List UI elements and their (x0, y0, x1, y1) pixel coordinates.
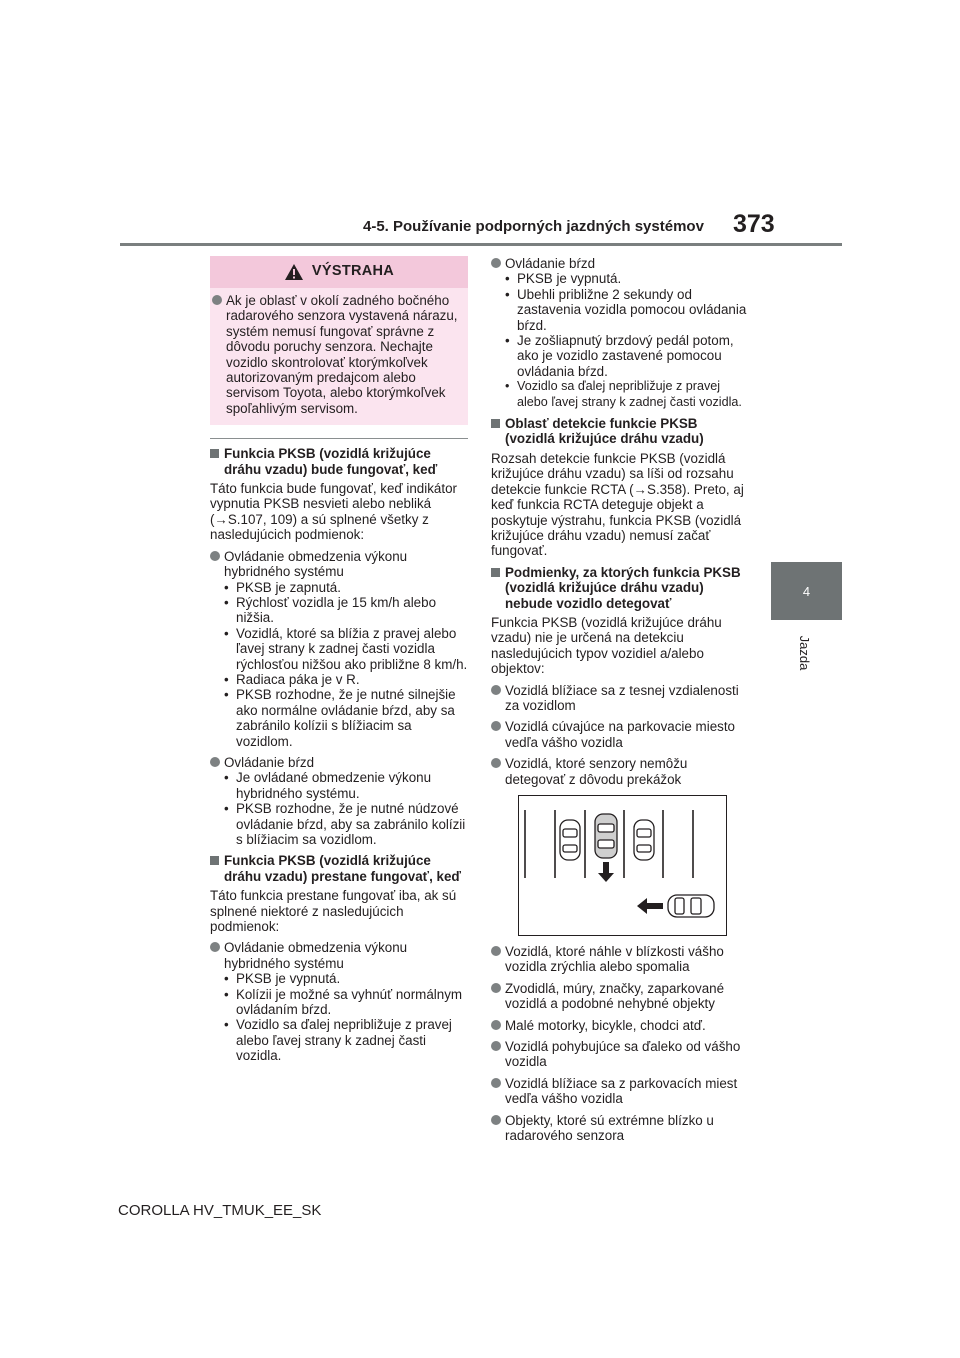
chapter-tab[interactable] (771, 562, 842, 620)
list-item: Vozidlá pohybujúce sa ďaleko od vášho vozidla (491, 1039, 751, 1070)
reversing-car (595, 814, 617, 858)
parked-car-right (634, 820, 654, 860)
sub-item: • Radiaca páka je v R. (210, 672, 470, 687)
paragraph: Táto funkcia prestane fungovať iba, ak sú splnené niektoré z nasledujúcich podmienok: (210, 888, 457, 935)
bullet-dot-icon (491, 1020, 501, 1030)
parked-car-left (560, 820, 580, 860)
list-item: Vozidlá blížiace sa z tesnej vzdialenosti za vozidlom (491, 683, 751, 714)
sub-item: • Je zošliapnutý brzdový pedál potom, ako je vozidlo zastavené pomocou ovládania bŕzd. (491, 333, 751, 379)
sub-item: • Ubehli približne 2 sekundy od zastavenia vozidla pomocou ovládania bŕzd. (491, 287, 751, 333)
bullet-dot-icon (491, 1041, 501, 1051)
sub-item: • Je ovládané obmedzenie výkonu hybridného systému. (210, 770, 470, 801)
list-item: Ovládanie bŕzd (491, 256, 751, 271)
paragraph: Rozsah detekcie funkcie PKSB (vozidlá križujúce dráhu vzadu) sa líši od rozsahu detekcie funkcie RCTA (→S.358). Preto, aj keď funkcia RCTA deteguje objekt a poskytuje výstrahu, funkcia PKSB (vozidlá križujúce dráhu vzadu) nemusí začať fungovať. (491, 450, 744, 559)
parking-illustration (518, 795, 727, 936)
right-column (491, 256, 751, 1143)
sub-item: • Rýchlosť vozidla je 15 km/h alebo nižšia. (210, 595, 470, 626)
list-item: Vozidlá, ktoré senzory nemôžu detegovať z dôvodu prekážok (491, 756, 751, 787)
section-heading: Podmienky, za ktorých funkcia PKSB (vozidlá križujúce dráhu vzadu) nebude vozidlo detegovať (491, 565, 751, 611)
down-arrow-icon (598, 862, 614, 882)
list-item: Objekty, ktoré sú extrémne blízko u radarového senzora (491, 1113, 751, 1144)
parking-diagram-svg (519, 796, 726, 935)
bullet-dot-icon (491, 1078, 501, 1088)
sub-item: • PKSB je zapnutá. (210, 580, 470, 595)
warning-box (210, 256, 468, 425)
sub-item: • Vozidlá, ktoré sa blížia z pravej alebo ľavej strany k zadnej časti vozidla rýchlosťou nižšou ako približne 8 km/h. (210, 626, 470, 672)
left-arrow-icon (637, 898, 663, 914)
section-title: 4-5. Používanie podporných jazdných systémov (363, 218, 704, 235)
document-code: COROLLA HV_TMUK_EE_SK (118, 1202, 322, 1219)
warning-header (210, 256, 468, 288)
bullet-dot-icon (491, 685, 501, 695)
approaching-car (668, 895, 714, 917)
section-heading: Funkcia PKSB (vozidlá križujúce dráhu vzadu) bude fungovať, keď (210, 446, 470, 477)
list-item: Vozidlá, ktoré náhle v blízkosti vášho vozidla zrýchlia alebo spomalia (491, 944, 751, 975)
bullet-dot-icon (210, 757, 220, 767)
bullet-dot-icon (212, 295, 222, 305)
chapter-number: 4 (802, 583, 811, 599)
list-item: Ovládanie obmedzenia výkonu hybridného systému (210, 940, 470, 971)
sub-item: • Vozidlo sa ďalej nepribližuje z pravej alebo ľavej strany k zadnej časti vozidla. (491, 379, 751, 410)
paragraph: Táto funkcia bude fungovať, keď indikátor vypnutia PKSB nesvieti alebo nebliká (→S.107, 109) a sú splnené všetky z nasledujúcich podmienok: (210, 481, 457, 543)
list-item: Vozidlá blížiace sa z parkovacích miest vedľa vášho vozidla (491, 1076, 751, 1107)
bullet-dot-icon (491, 946, 501, 956)
list-item: Ovládanie obmedzenia výkonu hybridného systému (210, 549, 470, 580)
bullet-dot-icon (491, 258, 501, 268)
sub-item: • Kolízii je možné sa vyhnúť normálnym ovládaním bŕzd. (210, 987, 470, 1018)
bullet-dot-icon (491, 983, 501, 993)
list-item: Vozidlá cúvajúce na parkovacie miesto vedľa vášho vozidla (491, 719, 751, 750)
warning-item: Ak je oblasť v okolí zadného bočného radarového senzora vystavená nárazu, systém nemusí fungovať správne z dôvodu poruchy senzora. Nechajte vozidlo skontrolovať ktorýmkoľvek autorizovaným predajcom alebo servisom Toyota, alebo ktorýmkoľvek spoľahlivým servisom. (212, 293, 462, 416)
header-divider (120, 243, 842, 246)
sub-item: • Vozidlo sa ďalej nepribližuje z pravej alebo ľavej strany k zadnej časti vozidla. (210, 1017, 470, 1063)
sub-item: • PKSB je vypnutá. (210, 971, 470, 986)
left-column (210, 256, 470, 1070)
list-item: Malé motorky, bicykle, chodci atď. (491, 1018, 751, 1033)
sub-item: • PKSB je vypnutá. (491, 271, 751, 286)
section-heading: Funkcia PKSB (vozidlá križujúce dráhu vzadu) prestane fungovať, keď (210, 853, 470, 884)
paragraph: Funkcia PKSB (vozidlá križujúce dráhu vzadu) nie je určená na detekciu nasledujúcich typov vozidiel a/alebo objektov: (491, 614, 722, 677)
page-number: 373 (733, 210, 775, 238)
sub-item: • PKSB rozhodne, že je nutné núdzové ovládanie bŕzd, aby sa zabránilo kolízii s blížiacim sa vozidlom. (210, 801, 470, 847)
section-divider (210, 438, 468, 439)
bullet-dot-icon (491, 1115, 501, 1125)
bullet-dot-icon (491, 721, 501, 731)
list-item: Zvodidlá, múry, značky, zaparkované vozidlá a podobné nehybné objekty (491, 981, 751, 1012)
warning-triangle-icon (284, 263, 304, 281)
chapter-label: Jazda (797, 635, 813, 671)
bullet-dot-icon (210, 551, 220, 561)
list-item: Ovládanie bŕzd (210, 755, 470, 770)
section-heading: Oblasť detekcie funkcie PKSB (vozidlá križujúce dráhu vzadu) (491, 416, 751, 447)
bullet-dot-icon (491, 758, 501, 768)
sub-item: • PKSB rozhodne, že je nutné silnejšie ako normálne ovládanie bŕzd, aby sa zabránilo kolízii s blížiacim sa vozidlom. (210, 687, 470, 749)
bullet-dot-icon (210, 942, 220, 952)
warning-title: VÝSTRAHA (311, 263, 395, 280)
